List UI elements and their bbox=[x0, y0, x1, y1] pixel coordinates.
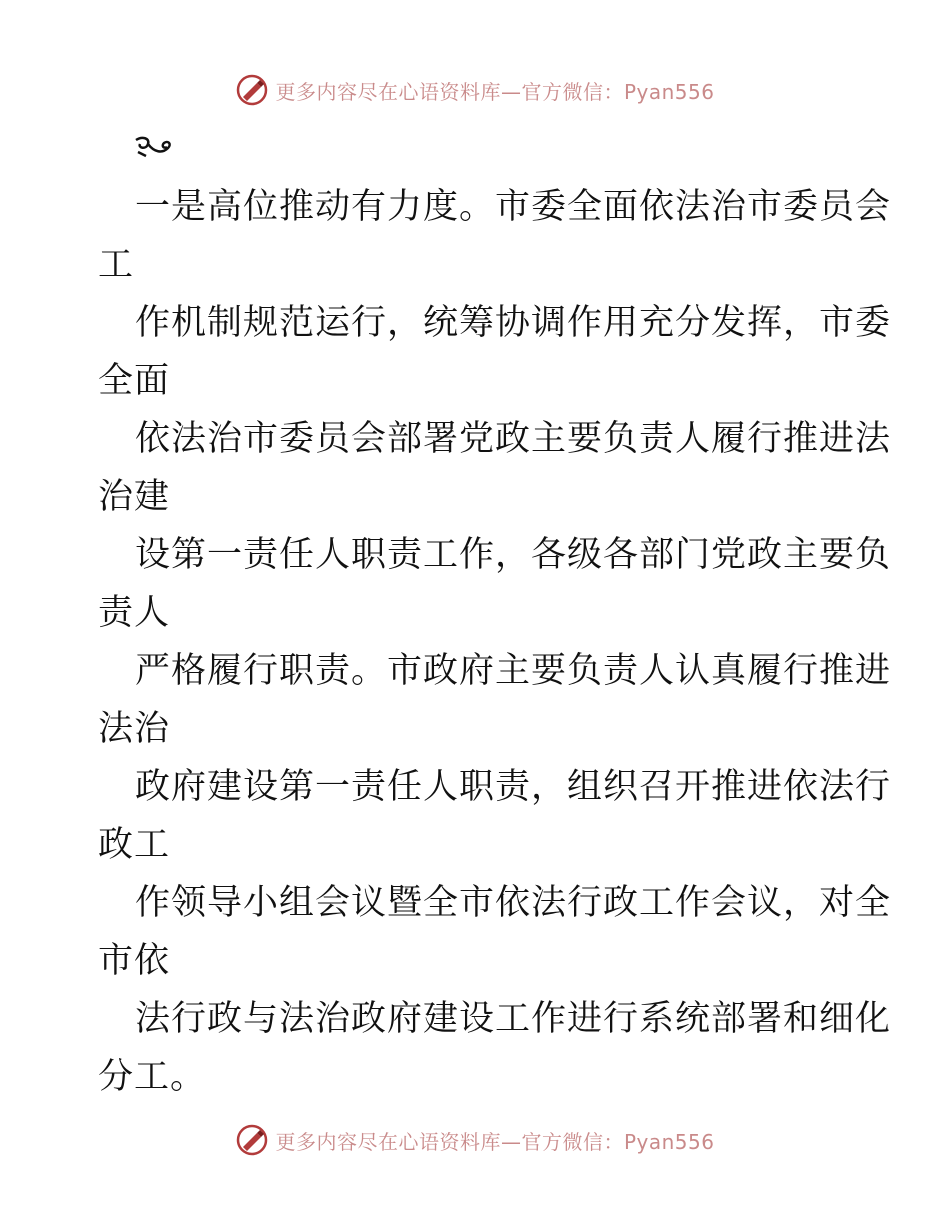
paragraph-line-tail: 政工 bbox=[98, 825, 171, 865]
paragraph-line-tail: 工 bbox=[98, 245, 135, 285]
paragraph-line-tail: 法治 bbox=[98, 709, 171, 749]
paragraph-line-main: 政府建设第一责任人职责，组织召开推进依法行 bbox=[135, 767, 892, 807]
paragraph-line-tail: 全面 bbox=[98, 361, 171, 401]
paragraph-line bbox=[98, 758, 892, 874]
paragraph-line-tail: 市依 bbox=[98, 941, 171, 981]
header-watermark bbox=[0, 70, 950, 110]
pen-logo-icon bbox=[235, 73, 269, 107]
paragraph-line bbox=[98, 178, 892, 294]
paragraph-line-tail: 分工。 bbox=[98, 1057, 207, 1097]
paragraph-line-main: 一是高位推动有力度。市委全面依法治市委员会 bbox=[135, 187, 892, 227]
paragraph-line-main: 法行政与法治政府建设工作进行系统部署和细化 bbox=[135, 999, 892, 1039]
paragraph-line-main: 依法治市委员会部署党政主要负责人履行推进法 bbox=[135, 419, 892, 459]
pen-logo-icon bbox=[235, 1123, 269, 1157]
paragraph-line-main: 设第一责任人职责工作，各级各部门党政主要负 bbox=[135, 535, 892, 575]
paragraph-line-tail: 治建 bbox=[98, 477, 171, 517]
paragraph-line bbox=[98, 526, 892, 642]
swirl-ornament-icon bbox=[132, 134, 174, 160]
paragraph-line bbox=[98, 990, 892, 1106]
paragraph-line bbox=[98, 410, 892, 526]
watermark-text: 更多内容尽在心语资料库—官方微信：Pyan556 bbox=[275, 79, 715, 104]
paragraph-line-main: 作领导小组会议暨全市依法行政工作会议，对全 bbox=[135, 883, 892, 923]
paragraph-line bbox=[98, 874, 892, 990]
watermark-text: 更多内容尽在心语资料库—官方微信：Pyan556 bbox=[275, 1129, 715, 1154]
paragraph-line bbox=[98, 294, 892, 410]
paragraph-line bbox=[98, 642, 892, 758]
footer-watermark bbox=[0, 1120, 950, 1160]
paragraph-line-tail: 责人 bbox=[98, 593, 171, 633]
paragraph-line-main: 严格履行职责。市政府主要负责人认真履行推进 bbox=[135, 651, 892, 691]
document-body bbox=[98, 178, 892, 1106]
paragraph-line-main: 作机制规范运行，统筹协调作用充分发挥，市委 bbox=[135, 303, 892, 343]
